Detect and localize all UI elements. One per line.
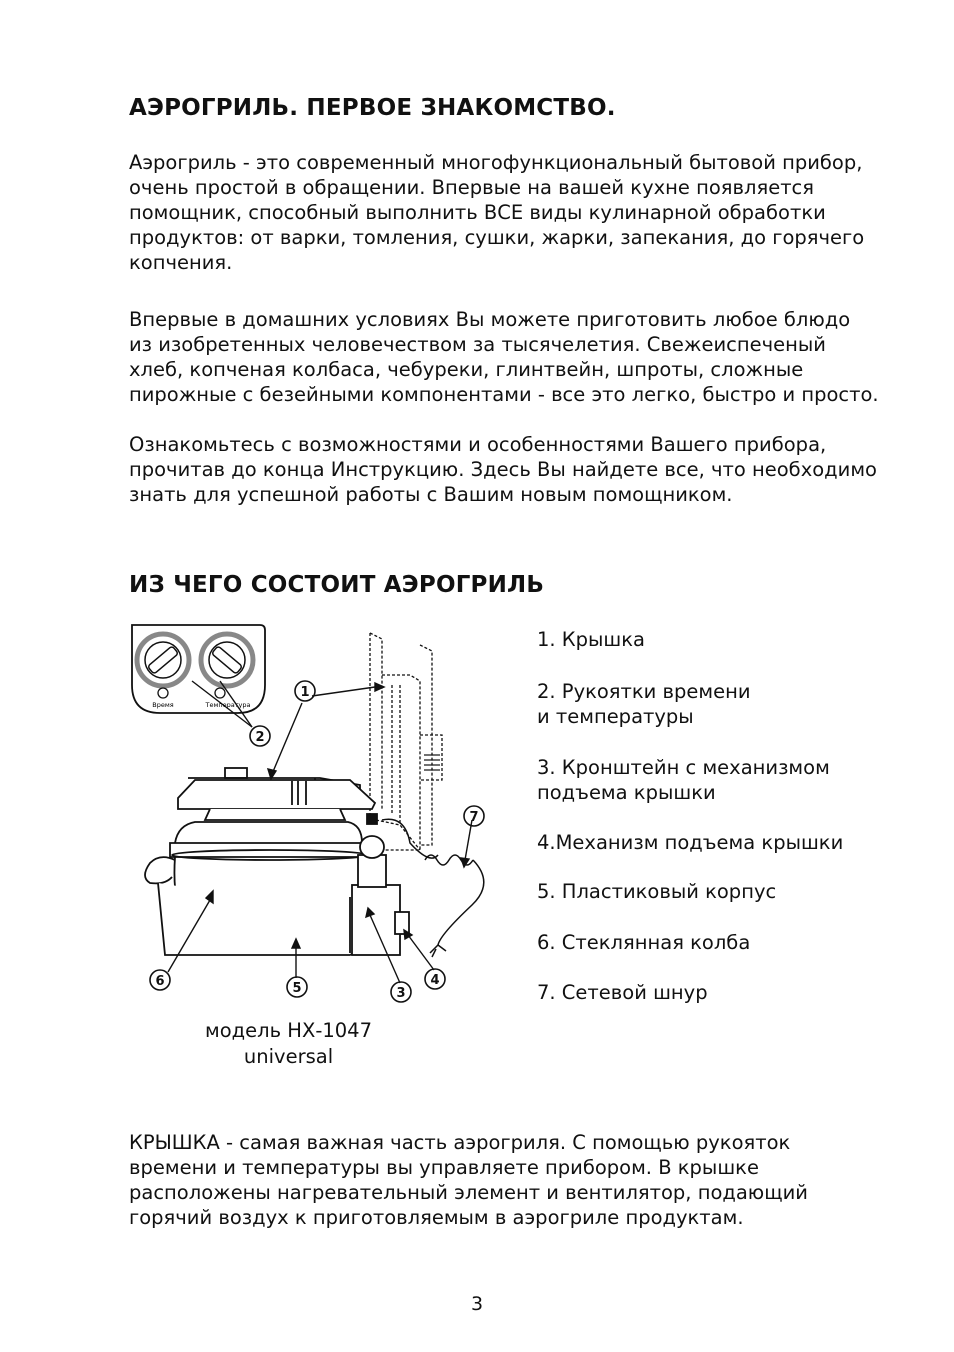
text-line: прочитав до конца Инструкцию. Здесь Вы найдете все, что необходимо — [129, 458, 877, 481]
temperature-indicator-icon — [215, 688, 225, 698]
text-line: Ознакомьтесь с возможностями и особенностями Вашего прибора, — [129, 433, 827, 456]
text-line: горячий воздух к приготовляемым в аэрогриле продуктам. — [129, 1206, 744, 1229]
legend-line: подъема крышки — [537, 781, 716, 804]
text-line: расположены нагревательный элемент и вентилятор, подающий — [129, 1181, 808, 1204]
intro-paragraph-2 — [129, 307, 879, 407]
text-line: Впервые в домашних условиях Вы можете приготовить любое блюдо — [129, 308, 851, 331]
legend-line: 2. Рукоятки времени — [537, 680, 751, 703]
legend-line: 6. Стеклянная колба — [537, 931, 751, 954]
legend-item — [537, 930, 750, 955]
legend-item — [537, 679, 751, 729]
legend-line: 1. Крышка — [537, 628, 645, 651]
callout-1: 1 — [300, 685, 310, 700]
intro-paragraph-1 — [129, 150, 869, 275]
section-title-parts: ИЗ ЧЕГО СОСТОИТ АЭРОГРИЛЬ — [129, 572, 545, 598]
text-line: хлеб, копченая колбаса, чебуреки, глинтвейн, шпроты, сложные — [129, 358, 804, 381]
diagram-caption — [186, 1018, 391, 1070]
callout-6: 6 — [155, 974, 165, 989]
time-indicator-icon — [158, 688, 168, 698]
time-knob-icon — [137, 634, 189, 686]
text-line: Аэрогриль - это современный многофункциональный бытовой прибор, — [129, 151, 863, 174]
callout-3: 3 — [396, 986, 406, 1001]
legend-line: 4.Механизм подъема крышки — [537, 831, 844, 854]
caption-line: universal — [243, 1045, 334, 1068]
callout-4: 4 — [430, 973, 440, 988]
callout-5: 5 — [292, 981, 302, 996]
temperature-knob-icon — [201, 634, 253, 686]
legend-item — [537, 627, 645, 652]
aerogrill-diagram — [120, 615, 500, 1010]
intro-paragraph-3 — [129, 432, 877, 507]
legend-item — [537, 980, 708, 1005]
caption-line: модель НХ-1047 — [205, 1019, 372, 1042]
panel-label-time: Время — [152, 701, 174, 709]
callout-7: 7 — [469, 810, 479, 825]
text-line: помощник, способный выполнить ВСЕ виды кулинарной обработки — [129, 201, 826, 224]
legend-item — [537, 830, 843, 855]
lift-mechanism — [358, 814, 386, 887]
text-line: пирожные с безейными компонентами - все это легко, быстро и просто. — [129, 383, 879, 406]
text-line: времени и температуры вы управляете прибором. В крышке — [129, 1156, 759, 1179]
lid-paragraph — [129, 1130, 869, 1230]
legend-line: 5. Пластиковый корпус — [537, 880, 777, 903]
legend-line: 3. Кронштейн с механизмом — [537, 756, 830, 779]
legend-item — [537, 879, 776, 904]
panel-label-temperature: Температура — [205, 701, 251, 709]
legend-item — [537, 755, 830, 805]
text-line: знать для успешной работы с Вашим новым помощником. — [129, 483, 733, 506]
lid — [178, 768, 375, 820]
bracket-dashed — [370, 633, 442, 850]
text-line: очень простой в обращении. Впервые на вашей кухне появляется — [129, 176, 815, 199]
section-title-intro: АЭРОГРИЛЬ. ПЕРВОЕ ЗНАКОМСТВО. — [129, 95, 616, 121]
text-line: копчения. — [129, 251, 233, 274]
legend-line: и температуры — [537, 705, 694, 728]
text-line: продуктов: от варки, томления, сушки, жарки, запекания, до горячего — [129, 226, 865, 249]
legend-line: 7. Сетевой шнур — [537, 981, 708, 1004]
text-line: КРЫШКА - самая важная часть аэрогриля. С помощью рукояток — [129, 1131, 791, 1154]
text-line: из изобретенных человечеством за тысячелетия. Свежеиспеченый — [129, 333, 826, 356]
page-number: 3 — [470, 1293, 484, 1315]
callout-2: 2 — [255, 730, 265, 745]
